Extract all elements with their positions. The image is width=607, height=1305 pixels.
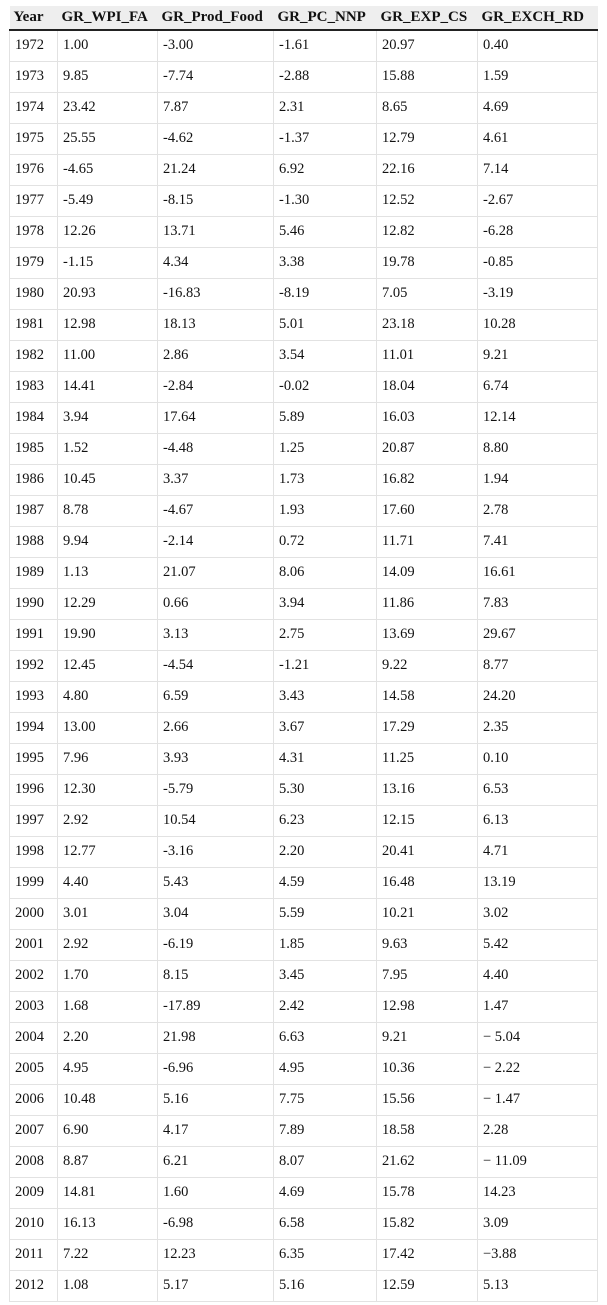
cell-year: 1978 xyxy=(10,216,58,247)
cell-gr-prod-food: 17.64 xyxy=(158,402,274,433)
cell-gr-prod-food: -5.79 xyxy=(158,774,274,805)
cell-gr-pc-nnp: 4.69 xyxy=(274,1177,377,1208)
cell-gr-wpi-fa: 10.45 xyxy=(58,464,158,495)
table-row xyxy=(10,1146,598,1177)
cell-gr-exch-rd: 0.10 xyxy=(478,743,598,774)
cell-year: 1987 xyxy=(10,495,58,526)
cell-gr-wpi-fa: 14.41 xyxy=(58,371,158,402)
cell-year: 1988 xyxy=(10,526,58,557)
cell-gr-exch-rd: −3.88 xyxy=(478,1239,598,1270)
table-row xyxy=(10,278,598,309)
table-row xyxy=(10,1115,598,1146)
cell-gr-prod-food: -8.15 xyxy=(158,185,274,216)
cell-gr-prod-food: -4.54 xyxy=(158,650,274,681)
cell-gr-exp-cs: 22.16 xyxy=(377,154,478,185)
cell-gr-exp-cs: 10.36 xyxy=(377,1053,478,1084)
cell-gr-pc-nnp: 1.85 xyxy=(274,929,377,960)
cell-gr-exch-rd: -6.28 xyxy=(478,216,598,247)
cell-gr-wpi-fa: 12.77 xyxy=(58,836,158,867)
cell-gr-wpi-fa: 3.94 xyxy=(58,402,158,433)
cell-gr-exp-cs: 15.82 xyxy=(377,1208,478,1239)
cell-year: 2002 xyxy=(10,960,58,991)
cell-gr-exch-rd: − 11.09 xyxy=(478,1146,598,1177)
cell-gr-wpi-fa: 7.22 xyxy=(58,1239,158,1270)
cell-gr-wpi-fa: 3.01 xyxy=(58,898,158,929)
cell-gr-pc-nnp: 3.94 xyxy=(274,588,377,619)
cell-year: 1989 xyxy=(10,557,58,588)
table-row xyxy=(10,92,598,123)
cell-year: 2005 xyxy=(10,1053,58,1084)
cell-gr-wpi-fa: 16.13 xyxy=(58,1208,158,1239)
cell-gr-prod-food: 4.34 xyxy=(158,247,274,278)
cell-gr-pc-nnp: 6.58 xyxy=(274,1208,377,1239)
cell-gr-exp-cs: 20.41 xyxy=(377,836,478,867)
cell-gr-prod-food: 18.13 xyxy=(158,309,274,340)
column-header-gr-pc-nnp: GR_PC_NNP xyxy=(277,9,366,25)
cell-gr-wpi-fa: 1.13 xyxy=(58,557,158,588)
cell-gr-exch-rd: 5.42 xyxy=(478,929,598,960)
table-row xyxy=(10,1022,598,1053)
table-row xyxy=(10,185,598,216)
cell-gr-prod-food: 7.87 xyxy=(158,92,274,123)
cell-gr-exp-cs: 12.79 xyxy=(377,123,478,154)
table-row xyxy=(10,123,598,154)
cell-gr-exch-rd: 2.78 xyxy=(478,495,598,526)
cell-gr-exch-rd: 9.21 xyxy=(478,340,598,371)
cell-gr-prod-food: -6.19 xyxy=(158,929,274,960)
cell-gr-pc-nnp: 5.01 xyxy=(274,309,377,340)
cell-gr-wpi-fa: 12.26 xyxy=(58,216,158,247)
cell-gr-wpi-fa: 12.29 xyxy=(58,588,158,619)
cell-gr-exch-rd: 1.47 xyxy=(478,991,598,1022)
cell-gr-prod-food: -6.96 xyxy=(158,1053,274,1084)
cell-gr-pc-nnp: 5.16 xyxy=(274,1270,377,1301)
cell-gr-wpi-fa: 25.55 xyxy=(58,123,158,154)
cell-gr-exch-rd: 4.61 xyxy=(478,123,598,154)
table-row xyxy=(10,712,598,743)
cell-gr-prod-food: 3.04 xyxy=(158,898,274,929)
cell-gr-exp-cs: 11.86 xyxy=(377,588,478,619)
cell-year: 1972 xyxy=(10,30,58,61)
cell-gr-prod-food: -7.74 xyxy=(158,61,274,92)
table-row xyxy=(10,743,598,774)
cell-year: 1998 xyxy=(10,836,58,867)
cell-gr-wpi-fa: -1.15 xyxy=(58,247,158,278)
cell-gr-prod-food: 4.17 xyxy=(158,1115,274,1146)
cell-gr-wpi-fa: 2.20 xyxy=(58,1022,158,1053)
cell-gr-pc-nnp: 1.73 xyxy=(274,464,377,495)
cell-gr-prod-food: 2.86 xyxy=(158,340,274,371)
cell-gr-exch-rd: 4.71 xyxy=(478,836,598,867)
cell-gr-pc-nnp: 4.59 xyxy=(274,867,377,898)
cell-gr-wpi-fa: 8.87 xyxy=(58,1146,158,1177)
cell-gr-prod-food: -3.00 xyxy=(158,30,274,61)
table-row xyxy=(10,898,598,929)
cell-year: 2012 xyxy=(10,1270,58,1301)
cell-gr-prod-food: 21.98 xyxy=(158,1022,274,1053)
cell-year: 1982 xyxy=(10,340,58,371)
cell-gr-exch-rd: 7.41 xyxy=(478,526,598,557)
table-row xyxy=(10,960,598,991)
cell-gr-exch-rd: 2.28 xyxy=(478,1115,598,1146)
cell-year: 1975 xyxy=(10,123,58,154)
cell-gr-exp-cs: 18.58 xyxy=(377,1115,478,1146)
cell-gr-exp-cs: 17.42 xyxy=(377,1239,478,1270)
cell-gr-prod-food: -3.16 xyxy=(158,836,274,867)
cell-gr-pc-nnp: -1.21 xyxy=(274,650,377,681)
cell-gr-wpi-fa: 19.90 xyxy=(58,619,158,650)
cell-gr-wpi-fa: 7.96 xyxy=(58,743,158,774)
cell-gr-exp-cs: 12.52 xyxy=(377,185,478,216)
table-row xyxy=(10,867,598,898)
column-header-year: Year xyxy=(13,9,44,25)
table-row xyxy=(10,61,598,92)
cell-gr-exch-rd: 6.13 xyxy=(478,805,598,836)
cell-gr-exch-rd: 6.74 xyxy=(478,371,598,402)
cell-gr-exp-cs: 15.56 xyxy=(377,1084,478,1115)
cell-gr-pc-nnp: 6.23 xyxy=(274,805,377,836)
cell-gr-pc-nnp: 3.54 xyxy=(274,340,377,371)
cell-gr-exp-cs: 7.05 xyxy=(377,278,478,309)
cell-gr-exp-cs: 17.60 xyxy=(377,495,478,526)
table-row xyxy=(10,805,598,836)
cell-gr-wpi-fa: 1.00 xyxy=(58,30,158,61)
cell-gr-exp-cs: 18.04 xyxy=(377,371,478,402)
data-table-container xyxy=(9,6,597,1302)
cell-year: 2010 xyxy=(10,1208,58,1239)
cell-gr-wpi-fa: 4.80 xyxy=(58,681,158,712)
cell-gr-wpi-fa: 12.30 xyxy=(58,774,158,805)
cell-gr-pc-nnp: -0.02 xyxy=(274,371,377,402)
cell-year: 1977 xyxy=(10,185,58,216)
cell-gr-pc-nnp: 4.95 xyxy=(274,1053,377,1084)
cell-gr-exch-rd: 8.77 xyxy=(478,650,598,681)
cell-gr-wpi-fa: 1.08 xyxy=(58,1270,158,1301)
table-header xyxy=(10,6,598,30)
cell-year: 1990 xyxy=(10,588,58,619)
header-row xyxy=(10,6,598,30)
cell-gr-exch-rd: 7.83 xyxy=(478,588,598,619)
cell-gr-exch-rd: 3.09 xyxy=(478,1208,598,1239)
cell-gr-exp-cs: 10.21 xyxy=(377,898,478,929)
cell-gr-wpi-fa: 10.48 xyxy=(58,1084,158,1115)
cell-gr-exp-cs: 15.78 xyxy=(377,1177,478,1208)
cell-gr-pc-nnp: 2.31 xyxy=(274,92,377,123)
cell-gr-wpi-fa: 12.45 xyxy=(58,650,158,681)
cell-year: 2000 xyxy=(10,898,58,929)
cell-gr-exp-cs: 9.63 xyxy=(377,929,478,960)
cell-year: 1995 xyxy=(10,743,58,774)
cell-gr-prod-food: -2.14 xyxy=(158,526,274,557)
cell-gr-wpi-fa: 1.52 xyxy=(58,433,158,464)
cell-gr-exch-rd: 16.61 xyxy=(478,557,598,588)
cell-gr-prod-food: -17.89 xyxy=(158,991,274,1022)
cell-gr-pc-nnp: 5.59 xyxy=(274,898,377,929)
cell-year: 1996 xyxy=(10,774,58,805)
table-row xyxy=(10,247,598,278)
cell-gr-pc-nnp: 3.38 xyxy=(274,247,377,278)
cell-gr-exch-rd: 2.35 xyxy=(478,712,598,743)
cell-gr-pc-nnp: 6.92 xyxy=(274,154,377,185)
cell-gr-exp-cs: 15.88 xyxy=(377,61,478,92)
cell-gr-pc-nnp: 6.35 xyxy=(274,1239,377,1270)
cell-gr-wpi-fa: 13.00 xyxy=(58,712,158,743)
cell-year: 1999 xyxy=(10,867,58,898)
table-row xyxy=(10,557,598,588)
table-row xyxy=(10,30,598,61)
cell-gr-prod-food: 21.07 xyxy=(158,557,274,588)
cell-gr-exch-rd: 1.94 xyxy=(478,464,598,495)
cell-gr-prod-food: 0.66 xyxy=(158,588,274,619)
cell-year: 2007 xyxy=(10,1115,58,1146)
cell-gr-exp-cs: 20.97 xyxy=(377,30,478,61)
cell-year: 1976 xyxy=(10,154,58,185)
cell-gr-exp-cs: 16.48 xyxy=(377,867,478,898)
cell-gr-prod-food: -6.98 xyxy=(158,1208,274,1239)
cell-gr-exch-rd: 4.40 xyxy=(478,960,598,991)
table-row xyxy=(10,836,598,867)
column-header-gr-prod-food: GR_Prod_Food xyxy=(161,9,263,25)
cell-gr-pc-nnp: 7.75 xyxy=(274,1084,377,1115)
cell-gr-prod-food: 8.15 xyxy=(158,960,274,991)
table-row xyxy=(10,650,598,681)
cell-gr-pc-nnp: 3.67 xyxy=(274,712,377,743)
table-row xyxy=(10,1270,598,1301)
cell-gr-exp-cs: 16.03 xyxy=(377,402,478,433)
cell-gr-exp-cs: 23.18 xyxy=(377,309,478,340)
table-row xyxy=(10,371,598,402)
cell-gr-pc-nnp: 2.20 xyxy=(274,836,377,867)
table-row xyxy=(10,929,598,960)
cell-year: 1986 xyxy=(10,464,58,495)
cell-gr-wpi-fa: 20.93 xyxy=(58,278,158,309)
cell-gr-exp-cs: 12.98 xyxy=(377,991,478,1022)
growth-rates-table xyxy=(9,6,598,1302)
cell-gr-exch-rd: 4.69 xyxy=(478,92,598,123)
column-header-gr-exch-rd: GR_EXCH_RD xyxy=(481,9,585,25)
cell-gr-pc-nnp: -1.61 xyxy=(274,30,377,61)
cell-gr-exch-rd: − 2.22 xyxy=(478,1053,598,1084)
cell-gr-exp-cs: 9.21 xyxy=(377,1022,478,1053)
cell-gr-exp-cs: 13.69 xyxy=(377,619,478,650)
cell-gr-pc-nnp: 0.72 xyxy=(274,526,377,557)
table-row xyxy=(10,1239,598,1270)
cell-year: 2004 xyxy=(10,1022,58,1053)
cell-gr-pc-nnp: -2.88 xyxy=(274,61,377,92)
cell-gr-exp-cs: 17.29 xyxy=(377,712,478,743)
cell-gr-exp-cs: 14.09 xyxy=(377,557,478,588)
cell-gr-wpi-fa: 9.85 xyxy=(58,61,158,92)
cell-gr-wpi-fa: -4.65 xyxy=(58,154,158,185)
table-row xyxy=(10,588,598,619)
table-row xyxy=(10,1177,598,1208)
table-row xyxy=(10,433,598,464)
cell-year: 2008 xyxy=(10,1146,58,1177)
cell-year: 1981 xyxy=(10,309,58,340)
cell-year: 1979 xyxy=(10,247,58,278)
cell-gr-prod-food: 3.13 xyxy=(158,619,274,650)
cell-gr-prod-food: 13.71 xyxy=(158,216,274,247)
cell-gr-prod-food: 1.60 xyxy=(158,1177,274,1208)
cell-gr-pc-nnp: 4.31 xyxy=(274,743,377,774)
cell-year: 2009 xyxy=(10,1177,58,1208)
cell-gr-wpi-fa: 1.68 xyxy=(58,991,158,1022)
cell-year: 2001 xyxy=(10,929,58,960)
cell-gr-pc-nnp: 2.75 xyxy=(274,619,377,650)
cell-gr-wpi-fa: 23.42 xyxy=(58,92,158,123)
cell-gr-prod-food: 12.23 xyxy=(158,1239,274,1270)
cell-year: 2006 xyxy=(10,1084,58,1115)
cell-gr-prod-food: 5.43 xyxy=(158,867,274,898)
cell-gr-exch-rd: 0.40 xyxy=(478,30,598,61)
cell-gr-exp-cs: 7.95 xyxy=(377,960,478,991)
cell-gr-exp-cs: 21.62 xyxy=(377,1146,478,1177)
cell-gr-wpi-fa: -5.49 xyxy=(58,185,158,216)
cell-year: 1974 xyxy=(10,92,58,123)
cell-gr-wpi-fa: 6.90 xyxy=(58,1115,158,1146)
cell-gr-exp-cs: 20.87 xyxy=(377,433,478,464)
cell-gr-prod-food: 5.17 xyxy=(158,1270,274,1301)
cell-gr-exp-cs: 8.65 xyxy=(377,92,478,123)
cell-gr-prod-food: 10.54 xyxy=(158,805,274,836)
table-row xyxy=(10,991,598,1022)
cell-gr-prod-food: 3.37 xyxy=(158,464,274,495)
cell-gr-pc-nnp: 5.30 xyxy=(274,774,377,805)
cell-year: 2003 xyxy=(10,991,58,1022)
table-row xyxy=(10,681,598,712)
table-row xyxy=(10,526,598,557)
cell-gr-exp-cs: 9.22 xyxy=(377,650,478,681)
cell-gr-exch-rd: 3.02 xyxy=(478,898,598,929)
cell-gr-exp-cs: 11.25 xyxy=(377,743,478,774)
cell-gr-exp-cs: 11.71 xyxy=(377,526,478,557)
cell-gr-prod-food: 6.59 xyxy=(158,681,274,712)
cell-gr-exp-cs: 19.78 xyxy=(377,247,478,278)
cell-gr-wpi-fa: 2.92 xyxy=(58,929,158,960)
cell-year: 1994 xyxy=(10,712,58,743)
cell-gr-exch-rd: 6.53 xyxy=(478,774,598,805)
cell-gr-wpi-fa: 14.81 xyxy=(58,1177,158,1208)
cell-gr-pc-nnp: 6.63 xyxy=(274,1022,377,1053)
cell-gr-exp-cs: 11.01 xyxy=(377,340,478,371)
cell-gr-exch-rd: -0.85 xyxy=(478,247,598,278)
cell-gr-exch-rd: -3.19 xyxy=(478,278,598,309)
cell-gr-pc-nnp: 1.93 xyxy=(274,495,377,526)
cell-gr-pc-nnp: 5.89 xyxy=(274,402,377,433)
table-row xyxy=(10,309,598,340)
cell-gr-exch-rd: 7.14 xyxy=(478,154,598,185)
cell-gr-exch-rd: − 5.04 xyxy=(478,1022,598,1053)
cell-gr-prod-food: 21.24 xyxy=(158,154,274,185)
cell-gr-exch-rd: 8.80 xyxy=(478,433,598,464)
table-row xyxy=(10,774,598,805)
table-row xyxy=(10,154,598,185)
table-row xyxy=(10,1053,598,1084)
cell-gr-wpi-fa: 4.40 xyxy=(58,867,158,898)
cell-gr-prod-food: 2.66 xyxy=(158,712,274,743)
cell-gr-exch-rd: 24.20 xyxy=(478,681,598,712)
cell-gr-exp-cs: 12.59 xyxy=(377,1270,478,1301)
cell-gr-prod-food: -4.67 xyxy=(158,495,274,526)
table-row xyxy=(10,1208,598,1239)
cell-gr-prod-food: -16.83 xyxy=(158,278,274,309)
cell-year: 1997 xyxy=(10,805,58,836)
cell-gr-pc-nnp: 3.43 xyxy=(274,681,377,712)
cell-gr-exch-rd: 12.14 xyxy=(478,402,598,433)
cell-gr-pc-nnp: -1.37 xyxy=(274,123,377,154)
cell-gr-exp-cs: 14.58 xyxy=(377,681,478,712)
cell-year: 1984 xyxy=(10,402,58,433)
cell-year: 2011 xyxy=(10,1239,58,1270)
cell-gr-wpi-fa: 9.94 xyxy=(58,526,158,557)
cell-gr-prod-food: 5.16 xyxy=(158,1084,274,1115)
cell-gr-exch-rd: 5.13 xyxy=(478,1270,598,1301)
cell-gr-wpi-fa: 8.78 xyxy=(58,495,158,526)
cell-gr-exch-rd: 14.23 xyxy=(478,1177,598,1208)
table-row xyxy=(10,340,598,371)
cell-gr-exch-rd: 10.28 xyxy=(478,309,598,340)
table-row xyxy=(10,402,598,433)
cell-gr-pc-nnp: 1.25 xyxy=(274,433,377,464)
column-header-gr-exp-cs: GR_EXP_CS xyxy=(380,9,468,25)
table-body xyxy=(10,30,598,1301)
cell-gr-exch-rd: -2.67 xyxy=(478,185,598,216)
cell-gr-pc-nnp: 8.06 xyxy=(274,557,377,588)
cell-gr-exch-rd: 1.59 xyxy=(478,61,598,92)
table-row xyxy=(10,1084,598,1115)
table-row xyxy=(10,495,598,526)
cell-year: 1992 xyxy=(10,650,58,681)
cell-gr-pc-nnp: 3.45 xyxy=(274,960,377,991)
cell-gr-prod-food: -2.84 xyxy=(158,371,274,402)
cell-year: 1993 xyxy=(10,681,58,712)
cell-gr-pc-nnp: -1.30 xyxy=(274,185,377,216)
cell-gr-pc-nnp: 5.46 xyxy=(274,216,377,247)
cell-gr-exch-rd: 13.19 xyxy=(478,867,598,898)
cell-gr-pc-nnp: 2.42 xyxy=(274,991,377,1022)
cell-gr-wpi-fa: 1.70 xyxy=(58,960,158,991)
cell-gr-exch-rd: − 1.47 xyxy=(478,1084,598,1115)
column-header-gr-wpi-fa: GR_WPI_FA xyxy=(61,9,148,25)
cell-gr-exp-cs: 12.15 xyxy=(377,805,478,836)
cell-gr-prod-food: 3.93 xyxy=(158,743,274,774)
cell-gr-exp-cs: 16.82 xyxy=(377,464,478,495)
cell-gr-prod-food: -4.48 xyxy=(158,433,274,464)
cell-gr-pc-nnp: 8.07 xyxy=(274,1146,377,1177)
cell-gr-pc-nnp: -8.19 xyxy=(274,278,377,309)
cell-gr-exch-rd: 29.67 xyxy=(478,619,598,650)
cell-gr-wpi-fa: 4.95 xyxy=(58,1053,158,1084)
cell-gr-prod-food: -4.62 xyxy=(158,123,274,154)
table-row xyxy=(10,216,598,247)
cell-year: 1985 xyxy=(10,433,58,464)
cell-gr-exp-cs: 12.82 xyxy=(377,216,478,247)
table-row xyxy=(10,464,598,495)
cell-year: 1983 xyxy=(10,371,58,402)
cell-gr-pc-nnp: 7.89 xyxy=(274,1115,377,1146)
cell-gr-wpi-fa: 12.98 xyxy=(58,309,158,340)
cell-year: 1991 xyxy=(10,619,58,650)
cell-year: 1973 xyxy=(10,61,58,92)
table-row xyxy=(10,619,598,650)
cell-year: 1980 xyxy=(10,278,58,309)
cell-gr-wpi-fa: 11.00 xyxy=(58,340,158,371)
cell-gr-prod-food: 6.21 xyxy=(158,1146,274,1177)
cell-gr-exp-cs: 13.16 xyxy=(377,774,478,805)
cell-gr-wpi-fa: 2.92 xyxy=(58,805,158,836)
